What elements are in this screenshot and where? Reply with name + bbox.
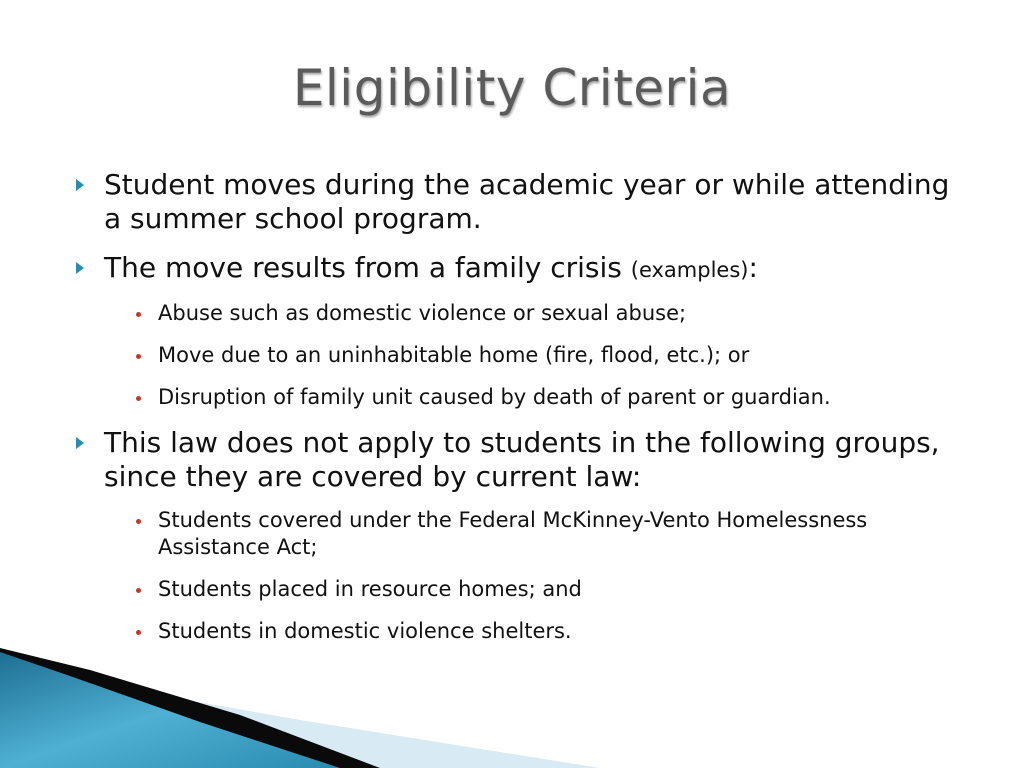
slide-title: Eligibility Criteria [292,59,732,117]
bullet-suffix: : [748,251,758,284]
bullet-text: Student moves during the academic year or while attending a summer school program. [104,168,950,235]
sub-bullet-text: Students in domestic violence shelters. [158,619,572,643]
sub-bullet-text: Abuse such as domestic violence or sexual abuse; [158,301,687,325]
bullet-note: (examples) [630,258,749,282]
sub-bullet-text: Move due to an uninhabitable home (fire, flood, etc.); or [158,343,750,367]
bullet-text: This law does not apply to students in the following groups, since they are covered by current law: [104,426,940,493]
sub-bullet-text: Students covered under the Federal McKinney-Vento Homelessness Assistance Act; [158,508,868,559]
sub-bullet-text: Students placed in resource homes; and [158,577,582,601]
sub-bullet-text: Disruption of family unit caused by death of parent or guardian. [158,385,831,409]
bullet-text: The move results from a family crisis [104,251,631,284]
